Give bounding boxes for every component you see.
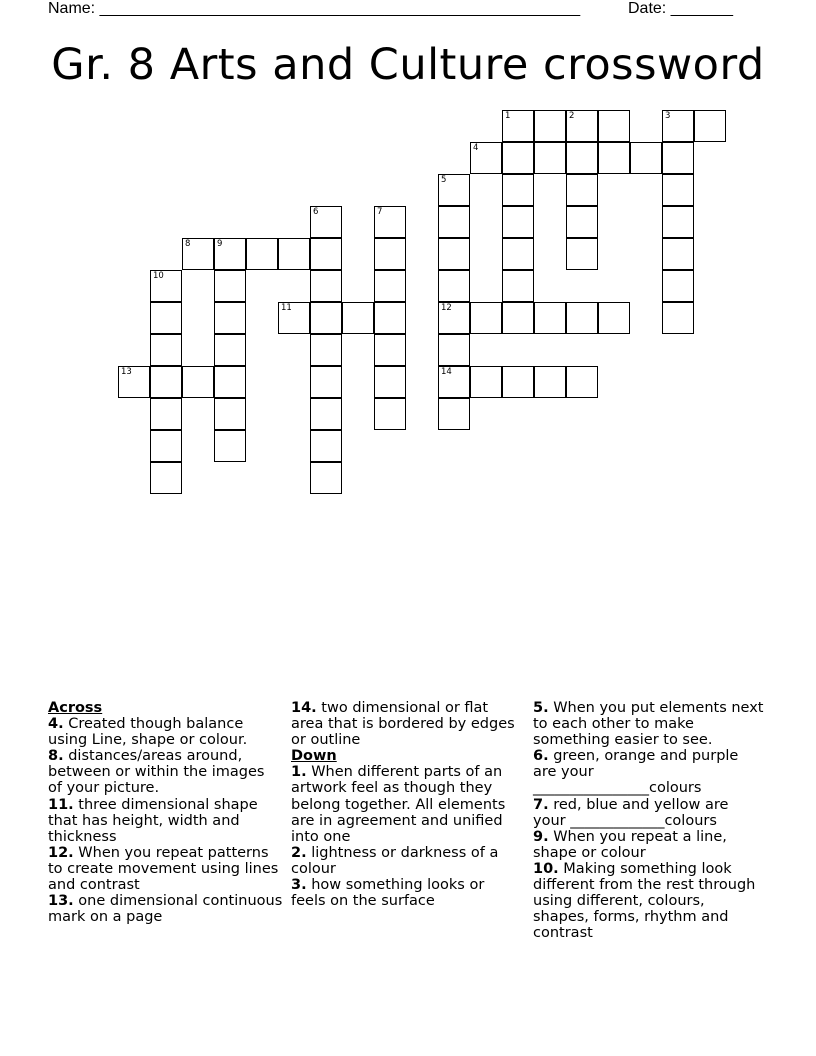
crossword-cell[interactable] [310,398,342,430]
crossword-cell[interactable] [566,142,598,174]
crossword-cell[interactable] [374,398,406,430]
crossword-cell[interactable] [662,110,694,142]
crossword-cell[interactable] [374,366,406,398]
cell-number: 6 [313,207,319,217]
crossword-cell[interactable] [438,238,470,270]
across-clue-13: 13. one dimensional continuous mark on a page [48,893,283,926]
crossword-cell[interactable] [214,302,246,334]
across-clue-12: 12. When you repeat patterns to create movement using lines and contrast [48,844,279,894]
crossword-cell[interactable] [278,302,310,334]
crossword-cell[interactable] [150,462,182,494]
crossword-cell[interactable] [502,270,534,302]
crossword-cell[interactable] [502,142,534,174]
across-clue-11: 11. three dimensional shape that has height, width and thickness [48,796,258,845]
crossword-cell[interactable] [150,366,182,398]
cell-number: 4 [473,143,479,153]
cell-number: 12 [441,303,452,313]
crossword-cell[interactable] [214,398,246,430]
crossword-cell[interactable] [214,270,246,302]
crossword-cell[interactable] [310,430,342,462]
down-clue-5: 5. When you put elements next to each other to make something easier to see. [533,700,764,749]
crossword-cell[interactable] [374,334,406,366]
clues-column-1 [48,700,283,925]
crossword-cell[interactable] [438,174,470,206]
crossword-cell[interactable] [502,174,534,206]
crossword-cell[interactable] [310,462,342,494]
crossword-cell[interactable] [438,334,470,366]
crossword-cell[interactable] [534,142,566,174]
crossword-cell[interactable] [374,270,406,302]
crossword-cell[interactable] [150,270,182,302]
crossword-cell[interactable] [566,302,598,334]
cell-number: 14 [441,367,452,377]
crossword-cell[interactable] [150,302,182,334]
crossword-cell[interactable] [470,366,502,398]
crossword-cell[interactable] [566,110,598,142]
crossword-cell[interactable] [118,366,150,398]
down-clue-1: 1. When different parts of an artwork feel as though they belong together. All elements are in agreement and unified into one [291,764,506,845]
crossword-cell[interactable] [214,238,246,270]
across-clue-8: 8. distances/areas around, between or within the images of your picture. [48,748,265,797]
crossword-cell[interactable] [150,430,182,462]
down-clue-6: 6. green, orange and purple are your ________________colours [533,748,739,797]
crossword-cell[interactable] [470,142,502,174]
crossword-cell[interactable] [278,238,310,270]
crossword-cell[interactable] [438,270,470,302]
cell-number: 9 [217,239,223,249]
crossword-cell[interactable] [310,334,342,366]
crossword-cell[interactable] [310,270,342,302]
clues-column-3 [533,700,765,941]
crossword-cell[interactable] [566,206,598,238]
crossword-cell[interactable] [374,238,406,270]
crossword-cell[interactable] [310,366,342,398]
crossword-cell[interactable] [214,430,246,462]
crossword-cell[interactable] [598,142,630,174]
crossword-cell[interactable] [438,398,470,430]
crossword-cell[interactable] [374,206,406,238]
crossword-cell[interactable] [662,206,694,238]
crossword-cell[interactable] [534,110,566,142]
cell-number: 8 [185,239,191,249]
down-clue-7: 7. red, blue and yellow are your _____________colours [533,796,729,829]
crossword-cell[interactable] [566,174,598,206]
crossword-cell[interactable] [662,174,694,206]
clues-column-2 [291,700,519,909]
crossword-cell[interactable] [214,334,246,366]
crossword-cell[interactable] [502,206,534,238]
crossword-cell[interactable] [310,302,342,334]
down-clue-3: 3. how something looks or feels on the surface [291,877,485,910]
cell-number: 7 [377,207,383,217]
down-heading: Down [291,748,337,765]
crossword-cell[interactable] [438,302,470,334]
crossword-cell[interactable] [630,142,662,174]
down-clue-10: 10. Making something look different from the rest through using different, colours, shapes, forms, rhythm and contrast [533,860,756,942]
crossword-cell[interactable] [598,110,630,142]
crossword-cell[interactable] [342,302,374,334]
cell-number: 11 [281,303,292,313]
crossword-cell[interactable] [598,302,630,334]
across-clue-14: 14. two dimensional or flat area that is bordered by edges or outline [291,700,515,749]
cell-number: 5 [441,175,447,185]
cell-number: 13 [121,367,132,377]
crossword-cell[interactable] [310,238,342,270]
cell-number: 10 [153,271,164,281]
crossword-cell[interactable] [182,366,214,398]
crossword-cell[interactable] [566,238,598,270]
crossword-cell[interactable] [246,238,278,270]
crossword-cell[interactable] [438,366,470,398]
crossword-cell[interactable] [502,238,534,270]
cell-number: 2 [569,111,575,121]
crossword-cell[interactable] [534,302,566,334]
crossword-cell[interactable] [694,110,726,142]
across-clue-4: 4. Created though balance using Line, shape or colour. [48,716,248,749]
name-field-line: Name: ______________________________________________________ [48,0,581,17]
page-title: Gr. 8 Arts and Culture crossword [51,40,765,90]
crossword-cell[interactable] [662,142,694,174]
date-field-line: Date: _______ [628,0,733,17]
crossword-cell[interactable] [310,206,342,238]
crossword-cell[interactable] [502,302,534,334]
crossword-cell[interactable] [662,238,694,270]
cell-number: 1 [505,111,511,121]
down-clue-9: 9. When you repeat a line, shape or colour [533,828,727,861]
crossword-cell[interactable] [374,302,406,334]
crossword-cell[interactable] [150,334,182,366]
crossword-cell[interactable] [214,366,246,398]
crossword-cell[interactable] [502,110,534,142]
crossword-cell[interactable] [438,206,470,238]
crossword-cell[interactable] [150,398,182,430]
crossword-cell[interactable] [182,238,214,270]
cell-number: 3 [665,111,671,121]
crossword-cell[interactable] [662,270,694,302]
down-clue-2: 2. lightness or darkness of a colour [291,844,499,877]
crossword-cell[interactable] [502,366,534,398]
across-heading: Across [48,700,103,716]
crossword-cell[interactable] [534,366,566,398]
crossword-cell[interactable] [470,302,502,334]
crossword-cell[interactable] [662,302,694,334]
crossword-cell[interactable] [566,366,598,398]
